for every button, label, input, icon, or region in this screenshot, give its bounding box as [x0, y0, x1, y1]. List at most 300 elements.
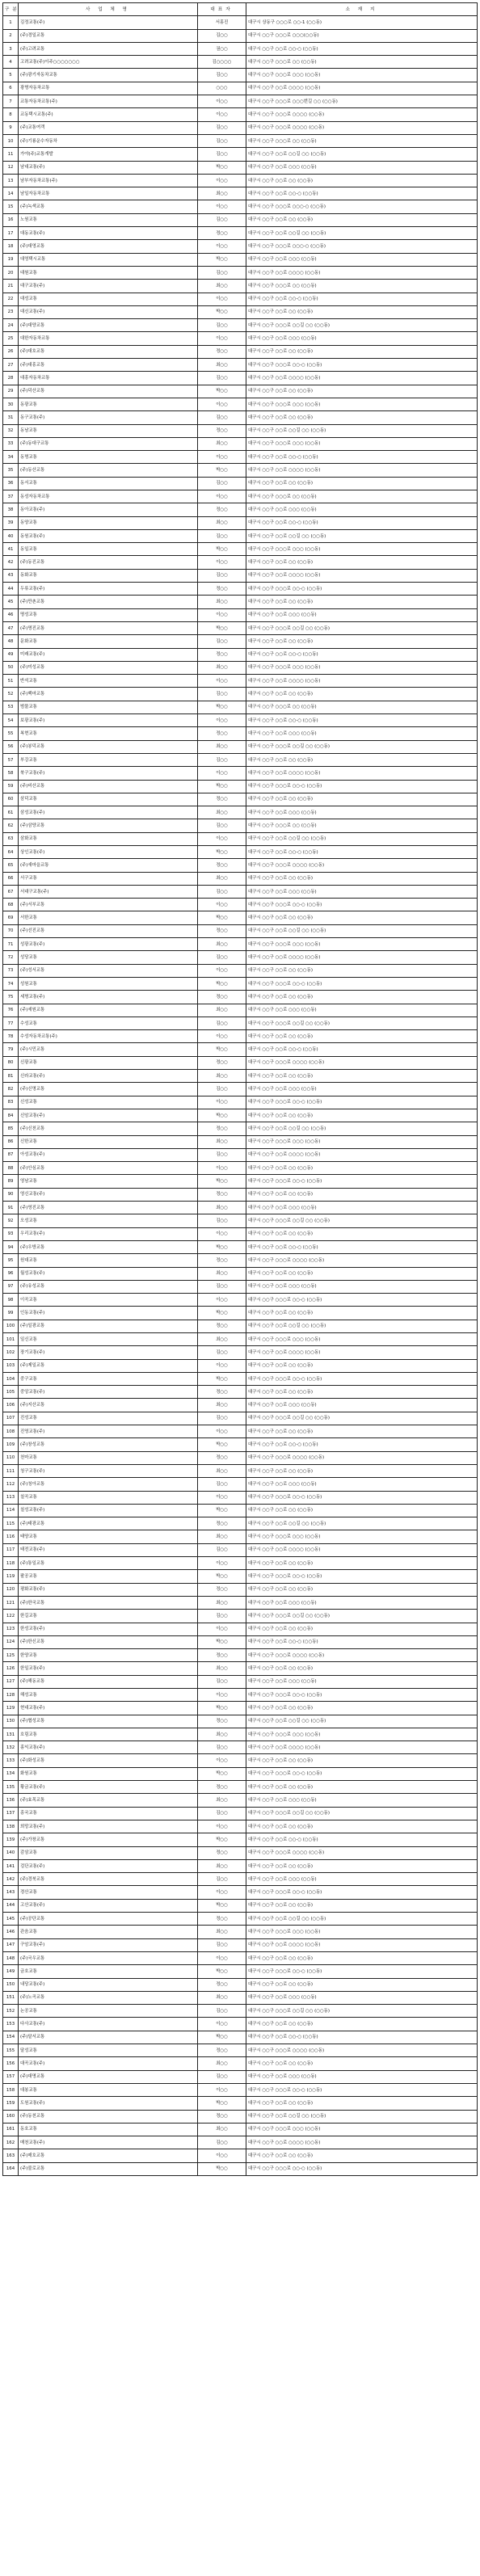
- company-name: (주)화성교통: [19, 1754, 198, 1767]
- representative-name: 이○○: [198, 832, 246, 845]
- address: 대구시 ○○구 ○○○로 ○○○○ (○○동): [246, 1056, 478, 1069]
- row-number: 7: [3, 95, 19, 108]
- company-name: 해성교통: [19, 1689, 198, 1702]
- table-row: [3, 661, 478, 674]
- row-number: 142: [3, 1873, 19, 1886]
- address: 대구시 ○○구 ○○로 ○○ (○○동): [246, 1899, 478, 1912]
- representative-name: 박○○: [198, 1175, 246, 1188]
- row-number: 40: [3, 529, 19, 542]
- table-row: [3, 1689, 478, 1702]
- table-row: [3, 714, 478, 727]
- table-row: [3, 1372, 478, 1385]
- row-number: 80: [3, 1056, 19, 1069]
- row-number: 87: [3, 1148, 19, 1161]
- table-row: [3, 359, 478, 372]
- company-name: (주)창성교통: [19, 1438, 198, 1451]
- company-name: 반석교통: [19, 675, 198, 688]
- row-number: 144: [3, 1899, 19, 1912]
- address: 대구시 ○○구 ○○○로 ○○-○ (○○동): [246, 1886, 478, 1899]
- row-number: 77: [3, 1017, 19, 1029]
- address: 대구시 ○○구 ○○○로 ○○○ (○○동): [246, 1530, 478, 1543]
- representative-name: 이○○: [198, 240, 246, 253]
- address: 대구시 ○○구 ○○로 ○○-○ (○○동): [246, 187, 478, 200]
- company-name: 삼덕교통: [19, 793, 198, 806]
- row-number: 64: [3, 846, 19, 859]
- address: 대구시 ○○구 ○○로 ○○길 ○○ (○○동): [246, 227, 478, 240]
- table-row: [3, 161, 478, 174]
- table-body: [3, 16, 478, 2176]
- representative-name: 김○○: [198, 688, 246, 701]
- row-number: 2: [3, 29, 19, 42]
- address: 대구시 ○○구 ○○로 ○○○○ (○○동): [246, 767, 478, 780]
- address: 대구시 ○○구 ○○로 ○○-○ (○○동): [246, 2031, 478, 2044]
- address: 대구시 ○○구 ○○○로 ○○○ (○○동): [246, 661, 478, 674]
- table-row: [3, 1083, 478, 1096]
- company-name: 노원교통: [19, 213, 198, 226]
- representative-name: 김○○: [198, 1543, 246, 1556]
- representative-name: 김○○: [198, 2005, 246, 2018]
- company-name: 동구교통(주): [19, 411, 198, 424]
- address: 대구시 ○○구 ○○○로 ○○길 ○○ (○○동): [246, 740, 478, 753]
- address: 대구시 ○○구 ○○○로 ○○ (○○동): [246, 819, 478, 832]
- table-row: [3, 29, 478, 42]
- representative-name: 최○○: [198, 1464, 246, 1477]
- representative-name: 김○○: [198, 1412, 246, 1425]
- representative-name: 최○○: [198, 1399, 246, 1412]
- row-number: 13: [3, 174, 19, 187]
- company-name: 동일교통: [19, 543, 198, 556]
- row-number: 109: [3, 1438, 19, 1451]
- address: 대구시 ○○구 ○○로 ○○○ (○○동): [246, 1794, 478, 1807]
- representative-name: 박○○: [198, 780, 246, 793]
- row-number: 59: [3, 780, 19, 793]
- representative-name: 이○○: [198, 1754, 246, 1767]
- row-number: 131: [3, 1728, 19, 1740]
- table-row: [3, 503, 478, 516]
- representative-name: 김○○: [198, 319, 246, 332]
- address: 대구시 ○○구 ○○○로 ○○○ (○○동): [246, 1926, 478, 1938]
- representative-name: 정○○: [198, 991, 246, 1004]
- table-row: [3, 1294, 478, 1307]
- company-name: 동아교통(주): [19, 503, 198, 516]
- representative-name: 박○○: [198, 385, 246, 398]
- address: 대구시 ○○구 ○○로 ○○○○ (○○동): [246, 82, 478, 95]
- address: 대구시 ○○구 ○○로 ○○길 ○○ (○○동): [246, 148, 478, 161]
- row-number: 106: [3, 1399, 19, 1412]
- table-row: [3, 108, 478, 121]
- company-name: (주)녹색교통: [19, 200, 198, 213]
- representative-name: 박○○: [198, 1438, 246, 1451]
- address: 대구시 ○○구 ○○로 ○○ (○○동): [246, 793, 478, 806]
- company-name: (주)공단교통: [19, 1913, 198, 1926]
- representative-name: 김○○: [198, 266, 246, 279]
- table-row: [3, 240, 478, 253]
- company-name: 진성교통: [19, 1412, 198, 1425]
- address: 대구시 ○○구 ○○로 ○○○○ (○○동): [246, 951, 478, 964]
- row-number: 107: [3, 1412, 19, 1425]
- company-name: 일신교통: [19, 1332, 198, 1345]
- company-name: 구암교통(주): [19, 1938, 198, 1951]
- address: 대구시 ○○구 ○○로 ○○ (○○동): [246, 1307, 478, 1320]
- representative-name: 박○○: [198, 1635, 246, 1648]
- row-number: 63: [3, 832, 19, 845]
- representative-name: 최○○: [198, 1070, 246, 1083]
- row-number: 137: [3, 1807, 19, 1820]
- row-number: 25: [3, 332, 19, 345]
- representative-name: 최○○: [198, 1530, 246, 1543]
- company-name: (주)동산교통: [19, 464, 198, 477]
- table-row: [3, 227, 478, 240]
- representative-name: 김○○: [198, 1478, 246, 1491]
- representative-name: 박○○: [198, 1965, 246, 1978]
- company-name: 평화교통(주): [19, 1583, 198, 1596]
- representative-name: 최○○: [198, 1728, 246, 1740]
- address: 대구시 ○○구 ○○로 ○○○○ (○○동): [246, 569, 478, 582]
- address: 대구시 ○○구 ○○로 ○○○ (○○동): [246, 1596, 478, 1609]
- company-name: 동명교통: [19, 451, 198, 464]
- table-row: [3, 95, 478, 108]
- row-number: 55: [3, 727, 19, 740]
- company-name: 칠곡교통: [19, 1491, 198, 1504]
- representative-name: 정○○: [198, 345, 246, 358]
- address: 대구시 ○○구 ○○로 ○○길 ○○ (○○동): [246, 832, 478, 845]
- table-row: [3, 1794, 478, 1807]
- address: 대구시 ○○구 ○○로 ○○○○ (○○동): [246, 1148, 478, 1161]
- table-row: [3, 1109, 478, 1122]
- table-row: [3, 846, 478, 859]
- table-row: [3, 1741, 478, 1754]
- representative-name: 권○○: [198, 42, 246, 55]
- table-row: [3, 1899, 478, 1912]
- company-name: 경산교통: [19, 1886, 198, 1899]
- table-row: [3, 451, 478, 464]
- table-row: [3, 424, 478, 437]
- row-number: 159: [3, 2097, 19, 2110]
- representative-name: 김○○: [198, 1346, 246, 1359]
- company-name: 이곡교통: [19, 1294, 198, 1307]
- representative-name: 김○○: [198, 1675, 246, 1688]
- address: 대구시 ○○구 ○○○로 ○○길 ○○ (○○동): [246, 1214, 478, 1227]
- representative-name: 정○○: [198, 2044, 246, 2057]
- company-name: (주)신명교통: [19, 1083, 198, 1096]
- representative-name: 박○○: [198, 2031, 246, 2044]
- company-name: 대동교통(주): [19, 227, 198, 240]
- row-number: 116: [3, 1530, 19, 1543]
- address: 대구시 ○○구 ○○로 ○○ (○○동): [246, 2018, 478, 2031]
- row-number: 139: [3, 1833, 19, 1846]
- company-name: (주)경일교통: [19, 29, 198, 42]
- row-number: 132: [3, 1741, 19, 1754]
- company-name: 수성자동차교통(주): [19, 1030, 198, 1043]
- row-number: 95: [3, 1254, 19, 1267]
- row-number: 66: [3, 872, 19, 885]
- address: 대구시 ○○구 ○○로 ○○○○ (○○동): [246, 675, 478, 688]
- company-name: 희망교통(주): [19, 1820, 198, 1833]
- company-name: 복현교통: [19, 727, 198, 740]
- address: 대구시 ○○구 ○○○로 ○○○ (○○동): [246, 1728, 478, 1740]
- company-name: 김정교통(주): [19, 16, 198, 29]
- row-number: 69: [3, 911, 19, 924]
- address: 대구시 ○○구 ○○로 ○○ (○○동): [246, 753, 478, 766]
- address: 대구시 ○○구 ○○○로 ○○-○ (○○동): [246, 1294, 478, 1307]
- row-number: 94: [3, 1240, 19, 1253]
- row-number: 97: [3, 1280, 19, 1293]
- representative-name: 정○○: [198, 859, 246, 872]
- company-name: 도원교통(주): [19, 2097, 198, 2110]
- table-row: [3, 556, 478, 569]
- company-name: 성원교통: [19, 977, 198, 990]
- company-name: 동양교통: [19, 516, 198, 529]
- representative-name: 박○○: [198, 1899, 246, 1912]
- representative-name: 이○○: [198, 1294, 246, 1307]
- representative-name: 정○○: [198, 1188, 246, 1201]
- company-name: (주)덕산교통: [19, 385, 198, 398]
- representative-name: 이○○: [198, 1623, 246, 1635]
- row-number: 53: [3, 701, 19, 713]
- company-name: (주)경북교통: [19, 1873, 198, 1886]
- table-row: [3, 1004, 478, 1017]
- representative-name: 김○○: [198, 477, 246, 490]
- table-row: [3, 42, 478, 55]
- representative-name: 정○○: [198, 1715, 246, 1728]
- representative-name: 정○○: [198, 424, 246, 437]
- representative-name: 박○○: [198, 1570, 246, 1583]
- address: 대구시 ○○구 ○○로 ○○ (○○동): [246, 2097, 478, 2110]
- representative-name: ○○○: [198, 82, 246, 95]
- representative-name: 정○○: [198, 1320, 246, 1332]
- company-name: 팔공교통: [19, 1570, 198, 1583]
- company-name: 서대구교통(주): [19, 885, 198, 898]
- table-row: [3, 1662, 478, 1675]
- representative-name: 이○○: [198, 1886, 246, 1899]
- address: 대구시 ○○구 ○○로 ○○ (○○동): [246, 872, 478, 885]
- row-number: 163: [3, 2149, 19, 2162]
- row-number: 12: [3, 161, 19, 174]
- row-number: 21: [3, 280, 19, 293]
- address: 대구시 ○○구 ○○로 ○○○ (○○동): [246, 1399, 478, 1412]
- row-number: 23: [3, 305, 19, 318]
- representative-name: 김○○: [198, 2070, 246, 2083]
- company-name: 매천교통(주): [19, 2136, 198, 2149]
- address: 대구시 ○○구 ○○로 ○○ (○○동): [246, 1754, 478, 1767]
- representative-name: 박○○: [198, 911, 246, 924]
- representative-name: 최○○: [198, 2057, 246, 2070]
- address: 대구시 ○○구 ○○○로 ○○-○ (○○동): [246, 583, 478, 596]
- address: 대구시 ○○구 ○○○로 ○○○○ (○○동): [246, 1254, 478, 1267]
- address: 대구시 ○○구 ○○○로 ○○-○ (○○동): [246, 359, 478, 372]
- row-number: 117: [3, 1543, 19, 1556]
- company-name: 가야(주)교통개발: [19, 148, 198, 161]
- row-number: 16: [3, 213, 19, 226]
- address: 대구시 ○○구 ○○로 ○○-○ (○○동): [246, 1240, 478, 1253]
- address: 대구시 ○○구 ○○로 ○○○ (○○동): [246, 1083, 478, 1096]
- row-number: 115: [3, 1517, 19, 1530]
- address: 대구시 ○○구 ○○로 ○○○ (○○동): [246, 1991, 478, 2004]
- company-name: 홍익교통(주): [19, 1741, 198, 1754]
- row-number: 58: [3, 767, 19, 780]
- company-name: 금호교통: [19, 1965, 198, 1978]
- row-number: 128: [3, 1689, 19, 1702]
- table-row: [3, 1227, 478, 1240]
- row-number: 3: [3, 42, 19, 55]
- table-row: [3, 727, 478, 740]
- row-number: 156: [3, 2057, 19, 2070]
- company-name: 삼성교통(주): [19, 806, 198, 819]
- row-number: 11: [3, 148, 19, 161]
- row-number: 34: [3, 451, 19, 464]
- company-name: 교통자동차교통(주): [19, 95, 198, 108]
- representative-name: 박○○: [198, 1307, 246, 1320]
- table-row: [3, 1464, 478, 1477]
- table-row: [3, 543, 478, 556]
- table-header: [3, 3, 478, 16]
- company-name: (주)가창교통: [19, 1833, 198, 1846]
- row-number: 75: [3, 991, 19, 1004]
- company-name: 관음교통: [19, 1926, 198, 1938]
- address: 대구시 ○○구 ○○○로 ○○○ (○○동): [246, 938, 478, 951]
- row-number: 125: [3, 1649, 19, 1662]
- row-number: 140: [3, 1846, 19, 1859]
- table-row: [3, 1451, 478, 1464]
- address: 대구시 ○○구 ○○로 ○○ (○○동): [246, 1359, 478, 1372]
- table-row: [3, 1846, 478, 1859]
- representative-name: 정○○: [198, 1254, 246, 1267]
- company-name: (주)대흥교통: [19, 359, 198, 372]
- row-number: 38: [3, 503, 19, 516]
- table-row: [3, 2057, 478, 2070]
- address: 대구시 ○○구 ○○○로 ○○○-○ (○○동): [246, 240, 478, 253]
- representative-name: 정○○: [198, 1846, 246, 1859]
- representative-name: 정○○: [198, 924, 246, 937]
- company-name: 영남교통: [19, 1175, 198, 1188]
- row-number: 60: [3, 793, 19, 806]
- table-row: [3, 1240, 478, 1253]
- table-row: [3, 924, 478, 937]
- table-row: [3, 2070, 478, 2083]
- representative-name: 이○○: [198, 556, 246, 569]
- row-number: 120: [3, 1583, 19, 1596]
- table-row: [3, 332, 478, 345]
- table-row: [3, 1162, 478, 1175]
- table-row: [3, 1702, 478, 1715]
- table-row: [3, 1754, 478, 1767]
- address: 대구시 ○○구 ○○로 ○○-○ (○○동): [246, 1438, 478, 1451]
- address: 대구시 ○○구 ○○○로 ○○-○ (○○동): [246, 1570, 478, 1583]
- representative-name: 최○○: [198, 1135, 246, 1148]
- table-row: [3, 1820, 478, 1833]
- representative-name: 박○○: [198, 621, 246, 634]
- table-row: [3, 516, 478, 529]
- representative-name: 박○○: [198, 2162, 246, 2175]
- table-row: [3, 1715, 478, 1728]
- company-name: (주)달서교통: [19, 2031, 198, 2044]
- address: 대구시 ○○구 ○○로 ○○길 ○○ (○○동): [246, 1517, 478, 1530]
- table-row: [3, 569, 478, 582]
- address: 대구시 ○○구 ○○○로 ○○○○ (○○동): [246, 2044, 478, 2057]
- address: 대구시 ○○구 ○○○로 ○○○-○ (○○동): [246, 200, 478, 213]
- address: 대구시 ○○구 ○○○로 ○○-○ (○○동): [246, 977, 478, 990]
- row-number: 29: [3, 385, 19, 398]
- address: 대구시 ○○구 ○○로 ○○ (○○동): [246, 174, 478, 187]
- address: 대구시 ○○구 ○○로 ○○○○ (○○동): [246, 1346, 478, 1359]
- table-row: [3, 832, 478, 845]
- representative-name: 정○○: [198, 1517, 246, 1530]
- address: 대구시 ○○구 ○○로 ○○ (○○동): [246, 1557, 478, 1570]
- company-name: (주)통일교통: [19, 1557, 198, 1570]
- address: 대구시 ○○구 ○○로 ○○ (○○동): [246, 1070, 478, 1083]
- row-number: 134: [3, 1767, 19, 1780]
- company-name: 한일교통(주): [19, 1662, 198, 1675]
- table-row: [3, 319, 478, 332]
- company-name: (주)제일교통: [19, 1359, 198, 1372]
- representative-name: 정○○: [198, 1583, 246, 1596]
- table-row: [3, 1214, 478, 1227]
- row-number: 70: [3, 924, 19, 937]
- address: 대구시 ○○구 ○○로 ○○ (○○동): [246, 911, 478, 924]
- company-name: (주)우방교통: [19, 1240, 198, 1253]
- company-name: 내당교통(주): [19, 1978, 198, 1991]
- row-number: 62: [3, 819, 19, 832]
- company-name: (주)대호교통: [19, 345, 198, 358]
- row-number: 118: [3, 1557, 19, 1570]
- representative-name: 정○○: [198, 1056, 246, 1069]
- company-name: (주)고려교통: [19, 42, 198, 55]
- table-row: [3, 583, 478, 596]
- company-name: (주)청아교통: [19, 1478, 198, 1491]
- table-row: [3, 1873, 478, 1886]
- table-row: [3, 1478, 478, 1491]
- address: 대구시 ○○구 ○○○로 ○○○ (○○동): [246, 1332, 478, 1345]
- representative-name: 최○○: [198, 187, 246, 200]
- address: 대구시 ○○구 ○○로 ○○ (○○동): [246, 477, 478, 490]
- representative-name: 이○○: [198, 1557, 246, 1570]
- row-number: 160: [3, 2110, 19, 2123]
- address: 대구시 ○○구 ○○○로 ○○○(○○동): [246, 29, 478, 42]
- representative-name: 정○○: [198, 227, 246, 240]
- row-number: 123: [3, 1623, 19, 1635]
- company-name: 칠성교통(주): [19, 1504, 198, 1517]
- header-address: 소 재 지: [246, 3, 478, 16]
- address: 대구시 ○○구 ○○로 ○○○○ (○○동): [246, 464, 478, 477]
- representative-name: 김○○: [198, 1214, 246, 1227]
- company-name: (주)협성교통: [19, 1715, 198, 1728]
- table-row: [3, 213, 478, 226]
- representative-name: 정○○: [198, 1978, 246, 1991]
- representative-name: 박○○: [198, 1767, 246, 1780]
- row-number: 67: [3, 885, 19, 898]
- row-number: 138: [3, 1820, 19, 1833]
- header-no: 구분: [3, 3, 19, 16]
- table-row: [3, 16, 478, 29]
- company-name: 보광교통(주): [19, 714, 198, 727]
- company-name: (주)유성교통: [19, 1280, 198, 1293]
- company-name: (주)동천교통: [19, 2110, 198, 2123]
- table-row: [3, 1307, 478, 1320]
- row-number: 35: [3, 464, 19, 477]
- table-row: [3, 1346, 478, 1359]
- representative-name: 정○○: [198, 648, 246, 661]
- company-name: 동광교통: [19, 398, 198, 410]
- company-name: (주)서부교통: [19, 899, 198, 911]
- address: 대구시 ○○구 ○○로 ○○○ (○○동): [246, 1675, 478, 1688]
- table-row: [3, 1807, 478, 1820]
- company-name: (주)국우교통: [19, 1951, 198, 1964]
- company-name: 남대교통(주): [19, 161, 198, 174]
- address: 대구시 ○○구 ○○로 ○○ (○○동): [246, 1267, 478, 1280]
- company-name: 동서교통: [19, 477, 198, 490]
- address: 대구시 ○○구 ○○로 ○○○ (○○동): [246, 161, 478, 174]
- company-name: 신성교통: [19, 1096, 198, 1109]
